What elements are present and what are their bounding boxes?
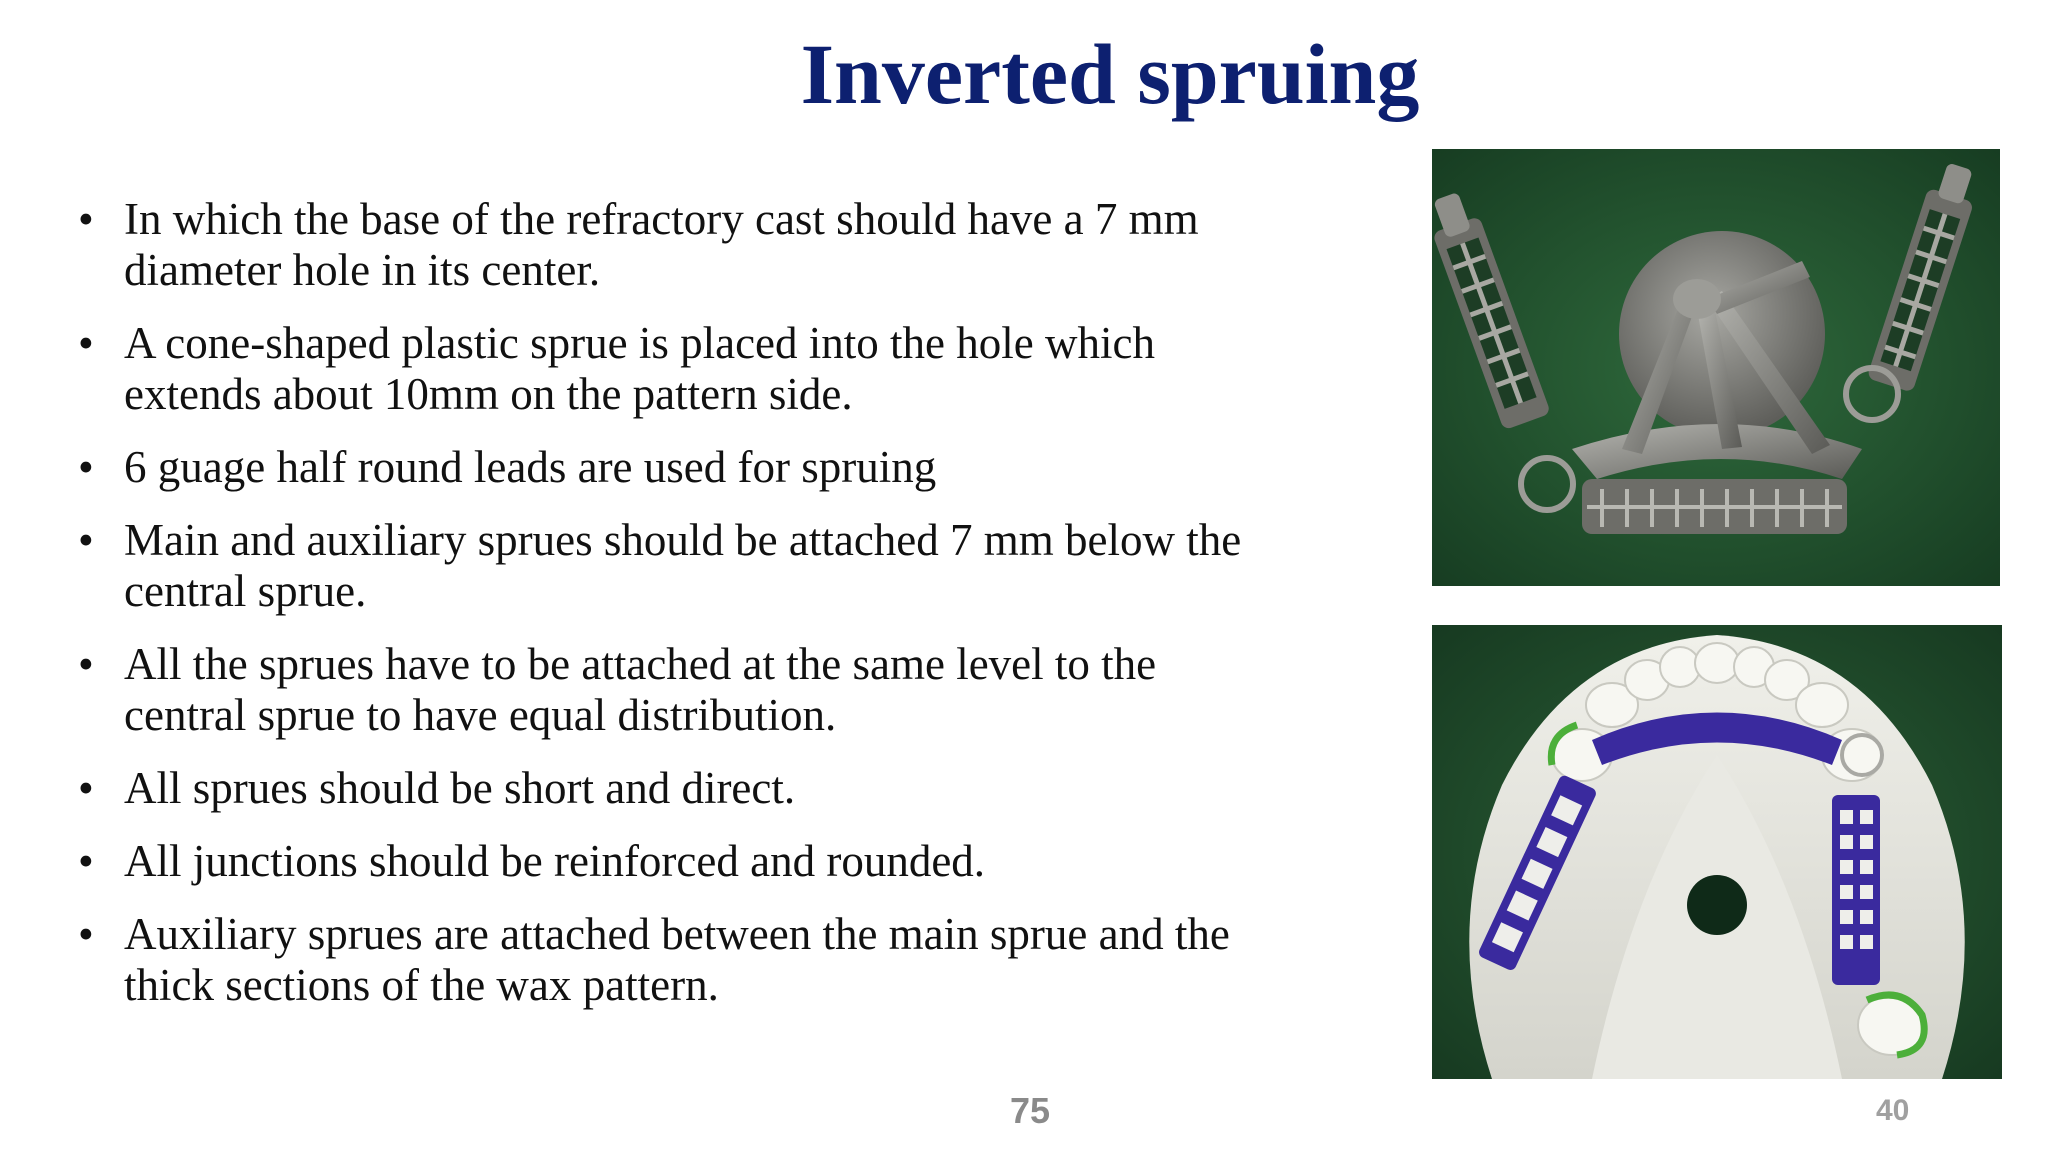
bullet-dot: •: [78, 763, 94, 813]
sprued-casting-photo: [1432, 149, 2000, 586]
bullet-dot: •: [78, 515, 94, 565]
bullet-text: All junctions should be reinforced and rounded.: [124, 836, 986, 886]
bullet-item: [78, 442, 1278, 493]
bullet-text: Main and auxiliary sprues should be attached 7 mm below the central sprue.: [124, 515, 1242, 616]
bullet-item: [78, 194, 1278, 296]
bullet-text: All the sprues have to be attached at the same level to the central sprue to have equal distribution.: [124, 639, 1157, 740]
slide-title: Inverted spruing: [800, 26, 1420, 122]
bullet-item: [78, 836, 1278, 887]
bullet-text: 6 guage half round leads are used for spruing: [124, 442, 937, 492]
wax-pattern-on-cast-photo: [1432, 625, 2002, 1079]
wax-pattern-illustration: [1432, 625, 2002, 1079]
bullet-item: [78, 639, 1278, 741]
bullet-dot: •: [78, 909, 94, 959]
page-number: 75: [1010, 1090, 1051, 1131]
bullet-item: [78, 515, 1278, 617]
bullet-dot: •: [78, 639, 94, 689]
corner-page-number: 40: [1876, 1094, 1910, 1127]
sprued-casting-illustration: [1432, 149, 2000, 586]
bullet-text: Auxiliary sprues are attached between the main sprue and the thick sections of the wax pattern.: [124, 909, 1230, 1010]
bullet-text: All sprues should be short and direct.: [124, 763, 796, 813]
bullet-item: [78, 318, 1278, 420]
bullet-dot: •: [78, 836, 94, 886]
bullet-dot: •: [78, 318, 94, 368]
bullet-text: In which the base of the refractory cast should have a 7 mm diameter hole in its center.: [124, 194, 1199, 295]
bullet-item: [78, 909, 1278, 1011]
bullet-list: [78, 194, 1278, 1033]
bullet-item: [78, 763, 1278, 814]
bullet-text: A cone-shaped plastic sprue is placed into the hole which extends about 10mm on the pattern side.: [124, 318, 1155, 419]
bullet-dot: •: [78, 442, 94, 492]
bullet-dot: •: [78, 194, 94, 244]
